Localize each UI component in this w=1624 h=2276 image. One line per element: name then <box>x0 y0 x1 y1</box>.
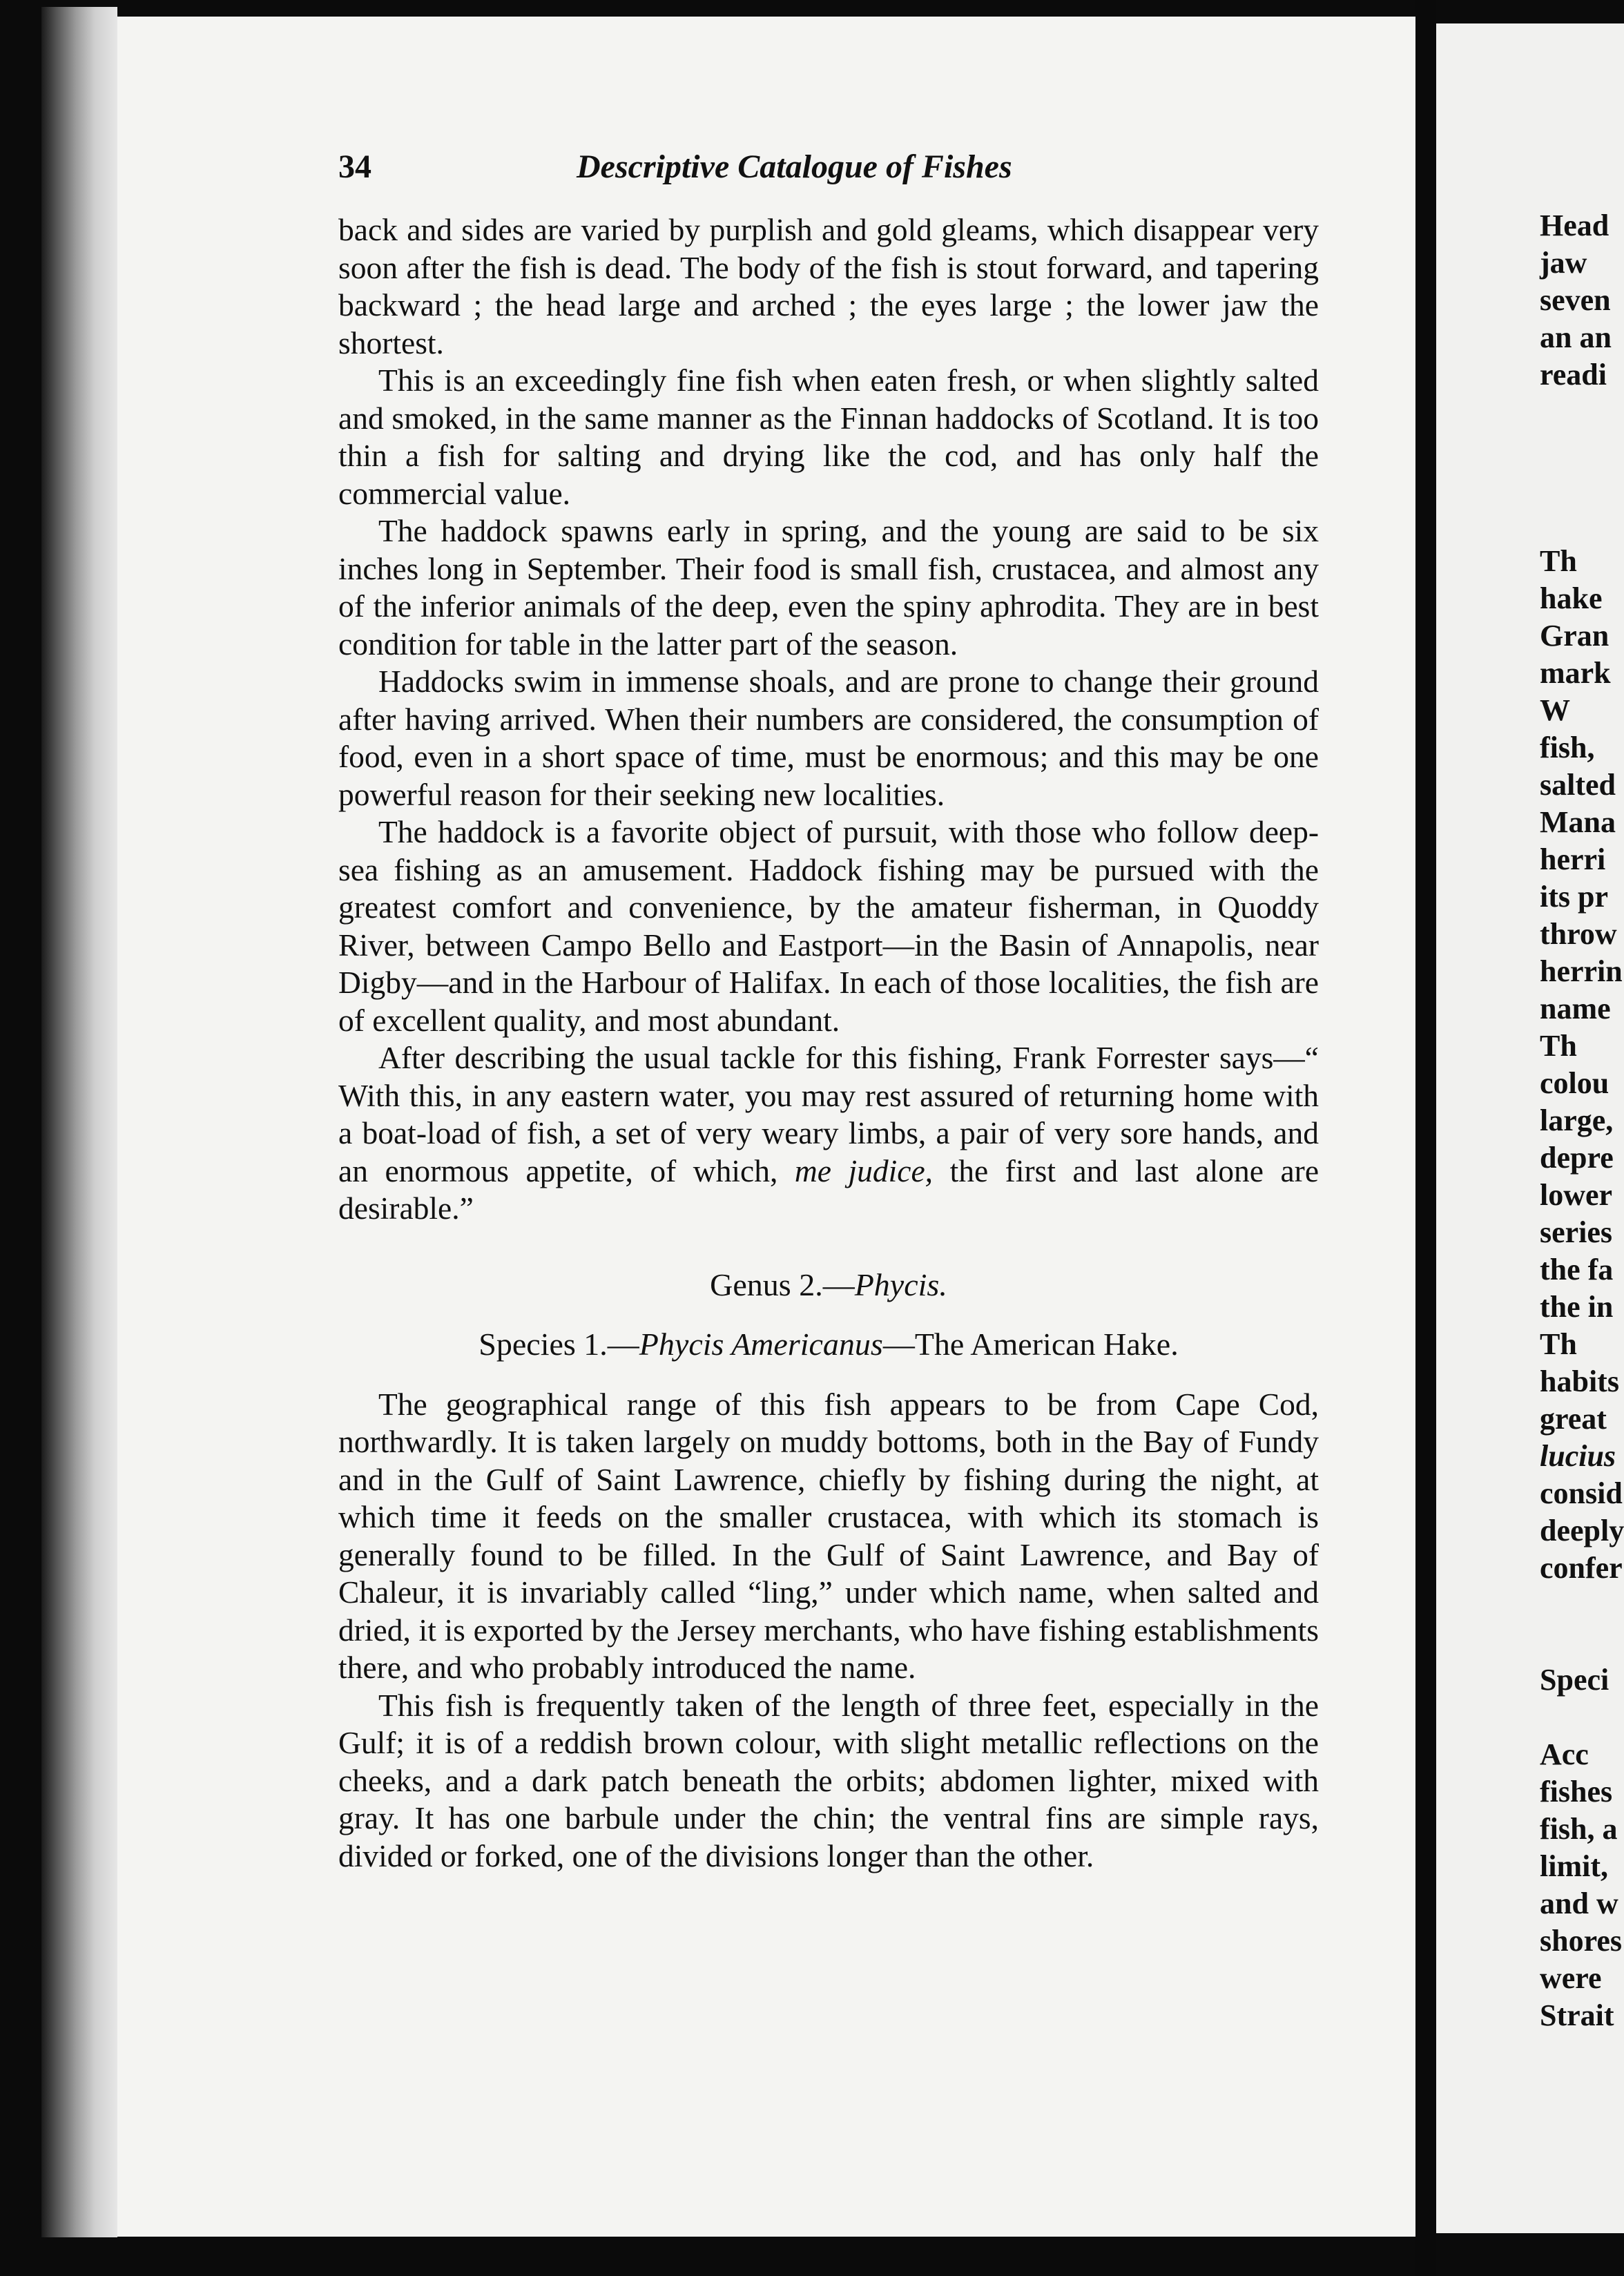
paragraph-6 <box>338 1039 1319 1228</box>
paragraph-6-text: After describing the usual tackle for this fishing, Frank Forrester says—“ With this, in any eastern water, you may rest assured of returning home with a boat-load of fish, a set of very weary limbs, a pair of very sore hands, and an enormous appetite, of which, <box>338 1040 1319 1188</box>
facing-page-line: Gran <box>1540 619 1610 653</box>
facing-page-line: fishes <box>1540 1775 1613 1809</box>
genus-heading <box>338 1266 1319 1304</box>
facing-page-line: throw <box>1540 917 1617 951</box>
book-spine-shadow <box>41 7 117 2237</box>
running-head <box>338 138 1340 200</box>
facing-page <box>1436 23 1624 2233</box>
facing-page-line: series <box>1540 1215 1613 1249</box>
facing-page-line: an an <box>1540 320 1612 354</box>
paragraph-6-italic: me judice, <box>794 1153 934 1188</box>
facing-page-line <box>1540 394 1624 431</box>
facing-page-line: the in <box>1540 1290 1614 1324</box>
facing-page-line: confer <box>1540 1551 1623 1585</box>
facing-page-line <box>1540 505 1624 543</box>
facing-page-line: limit, <box>1540 1849 1608 1883</box>
running-title: Descriptive Catalogue of Fishes <box>577 148 1012 185</box>
genus-name: Phycis. <box>854 1266 947 1302</box>
facing-page-line: fish, a <box>1540 1812 1618 1846</box>
facing-page-line: jaw <box>1540 246 1587 280</box>
facing-page-line: great <box>1540 1402 1607 1436</box>
species-prefix: Species 1.— <box>478 1327 639 1362</box>
facing-page-line: W <box>1540 693 1570 727</box>
facing-page-line: lower <box>1540 1178 1613 1212</box>
facing-page-line: shores <box>1540 1924 1622 1958</box>
facing-page-line: the fa <box>1540 1253 1614 1286</box>
facing-page-line: hake <box>1540 581 1603 615</box>
facing-page-line: large, <box>1540 1103 1614 1137</box>
facing-page-line <box>1540 1624 1624 1661</box>
facing-page-line <box>1540 468 1624 505</box>
species-common-name: —The American Hake. <box>882 1327 1179 1362</box>
facing-page-line: Th <box>1540 544 1577 578</box>
facing-page-line: deeply <box>1540 1514 1624 1547</box>
facing-page-line: seven <box>1540 283 1611 317</box>
facing-page-line: lucius <box>1540 1439 1616 1473</box>
facing-page-line: Strait <box>1540 1998 1614 2032</box>
facing-page-line <box>1540 1587 1624 1624</box>
facing-page-line: were <box>1540 1961 1602 1995</box>
facing-page-line: fish, <box>1540 731 1595 764</box>
facing-page-line: depre <box>1540 1141 1614 1175</box>
facing-page-line: colou <box>1540 1066 1610 1100</box>
facing-page-line <box>1540 1699 1624 1736</box>
facing-page-line: Mana <box>1540 805 1616 839</box>
paragraph-8: This fish is frequently taken of the length of three feet, especially in the Gulf; it is of a reddish brown colour, with slight metallic reflections on the cheeks, and a dark patch beneath the orbits; abdomen lighter, mixed with gray. It has one barbule under the chin; the ventral fins are simple rays, divided or forked, one of the divisions longer than the other. <box>338 1687 1319 1873</box>
facing-page-line: herrin <box>1540 954 1623 988</box>
facing-page-line: its pr <box>1540 880 1608 914</box>
paragraph-3: The haddock spawns early in spring, and the young are said to be six inches long in September. Their food is small fish, crustacea, and almost any of the inferior animals of the deep, even the spiny aphrodita. They are in best condition for table in the latter part of the season. <box>338 513 1319 662</box>
facing-page-line: readi <box>1540 358 1607 392</box>
facing-page-line: herri <box>1540 842 1606 876</box>
species-latin-name: Phycis Americanus <box>639 1327 883 1362</box>
facing-page-line: Head <box>1540 209 1610 242</box>
facing-page-line: consid <box>1540 1476 1623 1510</box>
facing-page-line: and w <box>1540 1887 1618 1920</box>
main-text-column <box>338 211 1319 1875</box>
facing-page-text <box>1540 207 1624 2034</box>
species-heading <box>338 1326 1319 1364</box>
paragraph-6-end: the first and last alone are desirable.” <box>338 1153 1320 1226</box>
genus-prefix: Genus 2.— <box>710 1266 855 1302</box>
facing-page-line: Speci <box>1540 1663 1610 1697</box>
paragraph-7: The geographical range of this fish appears to be from Cape Cod, northwardly. It is taken largely on muddy bottoms, both in the Bay of Fundy and in the Gulf of Saint Lawrence, chiefly by fishing during the night, at which time it feeds on the smaller crustacea, with which its stomach is generally found to be filled. In the Gulf of Saint Lawrence, and Bay of Chaleur, it is invariably called “ling,” under which name, when salted and dried, it is exported by the Jersey merchants, who have fishing establishments there, and who probably introduced the name. <box>338 1386 1319 1685</box>
facing-page-line: habits <box>1540 1364 1619 1398</box>
paragraph-5: The haddock is a favorite object of pursuit, with those who follow deep-sea fishing as an amusement. Haddock fishing may be pursued with the greatest comfort and convenience, by the amateur fisherman, in Quoddy River, between Campo Bello and Eastport—in the Basin of Annapolis, near Digby—and in the Harbour of Halifax. In each of those localities, the fish are of excellent quality, and most abundant. <box>338 814 1319 1038</box>
page-number: 34 <box>338 148 371 185</box>
page-gutter <box>1415 0 1436 2276</box>
paragraph-4: Haddocks swim in immense shoals, and are prone to change their ground after having arrived. When their numbers are considered, the consumption of food, even in a short space of time, must be enormous; and this may be one powerful reason for their seeking new localities. <box>338 664 1319 812</box>
facing-page-line: Th <box>1540 1029 1577 1063</box>
facing-page-line: Th <box>1540 1327 1577 1361</box>
facing-page-line: name <box>1540 992 1611 1025</box>
paragraph-2: This is an exceedingly fine fish when eaten fresh, or when slightly salted and smoked, in the same manner as the Finnan haddocks of Scotland. It is too thin a fish for salting and drying like the cod, and has only half the commercial value. <box>338 363 1319 511</box>
paragraph-1: back and sides are varied by purplish and gold gleams, which disappear very soon after the fish is dead. The body of the fish is stout forward, and tapering backward ; the head large and arched ; the eyes large ; the lower jaw the shortest. <box>338 212 1319 360</box>
facing-page-line: mark <box>1540 656 1611 690</box>
facing-page-line <box>1540 431 1624 468</box>
facing-page-line: Acc <box>1540 1737 1589 1771</box>
facing-page-line: salted <box>1540 768 1616 802</box>
